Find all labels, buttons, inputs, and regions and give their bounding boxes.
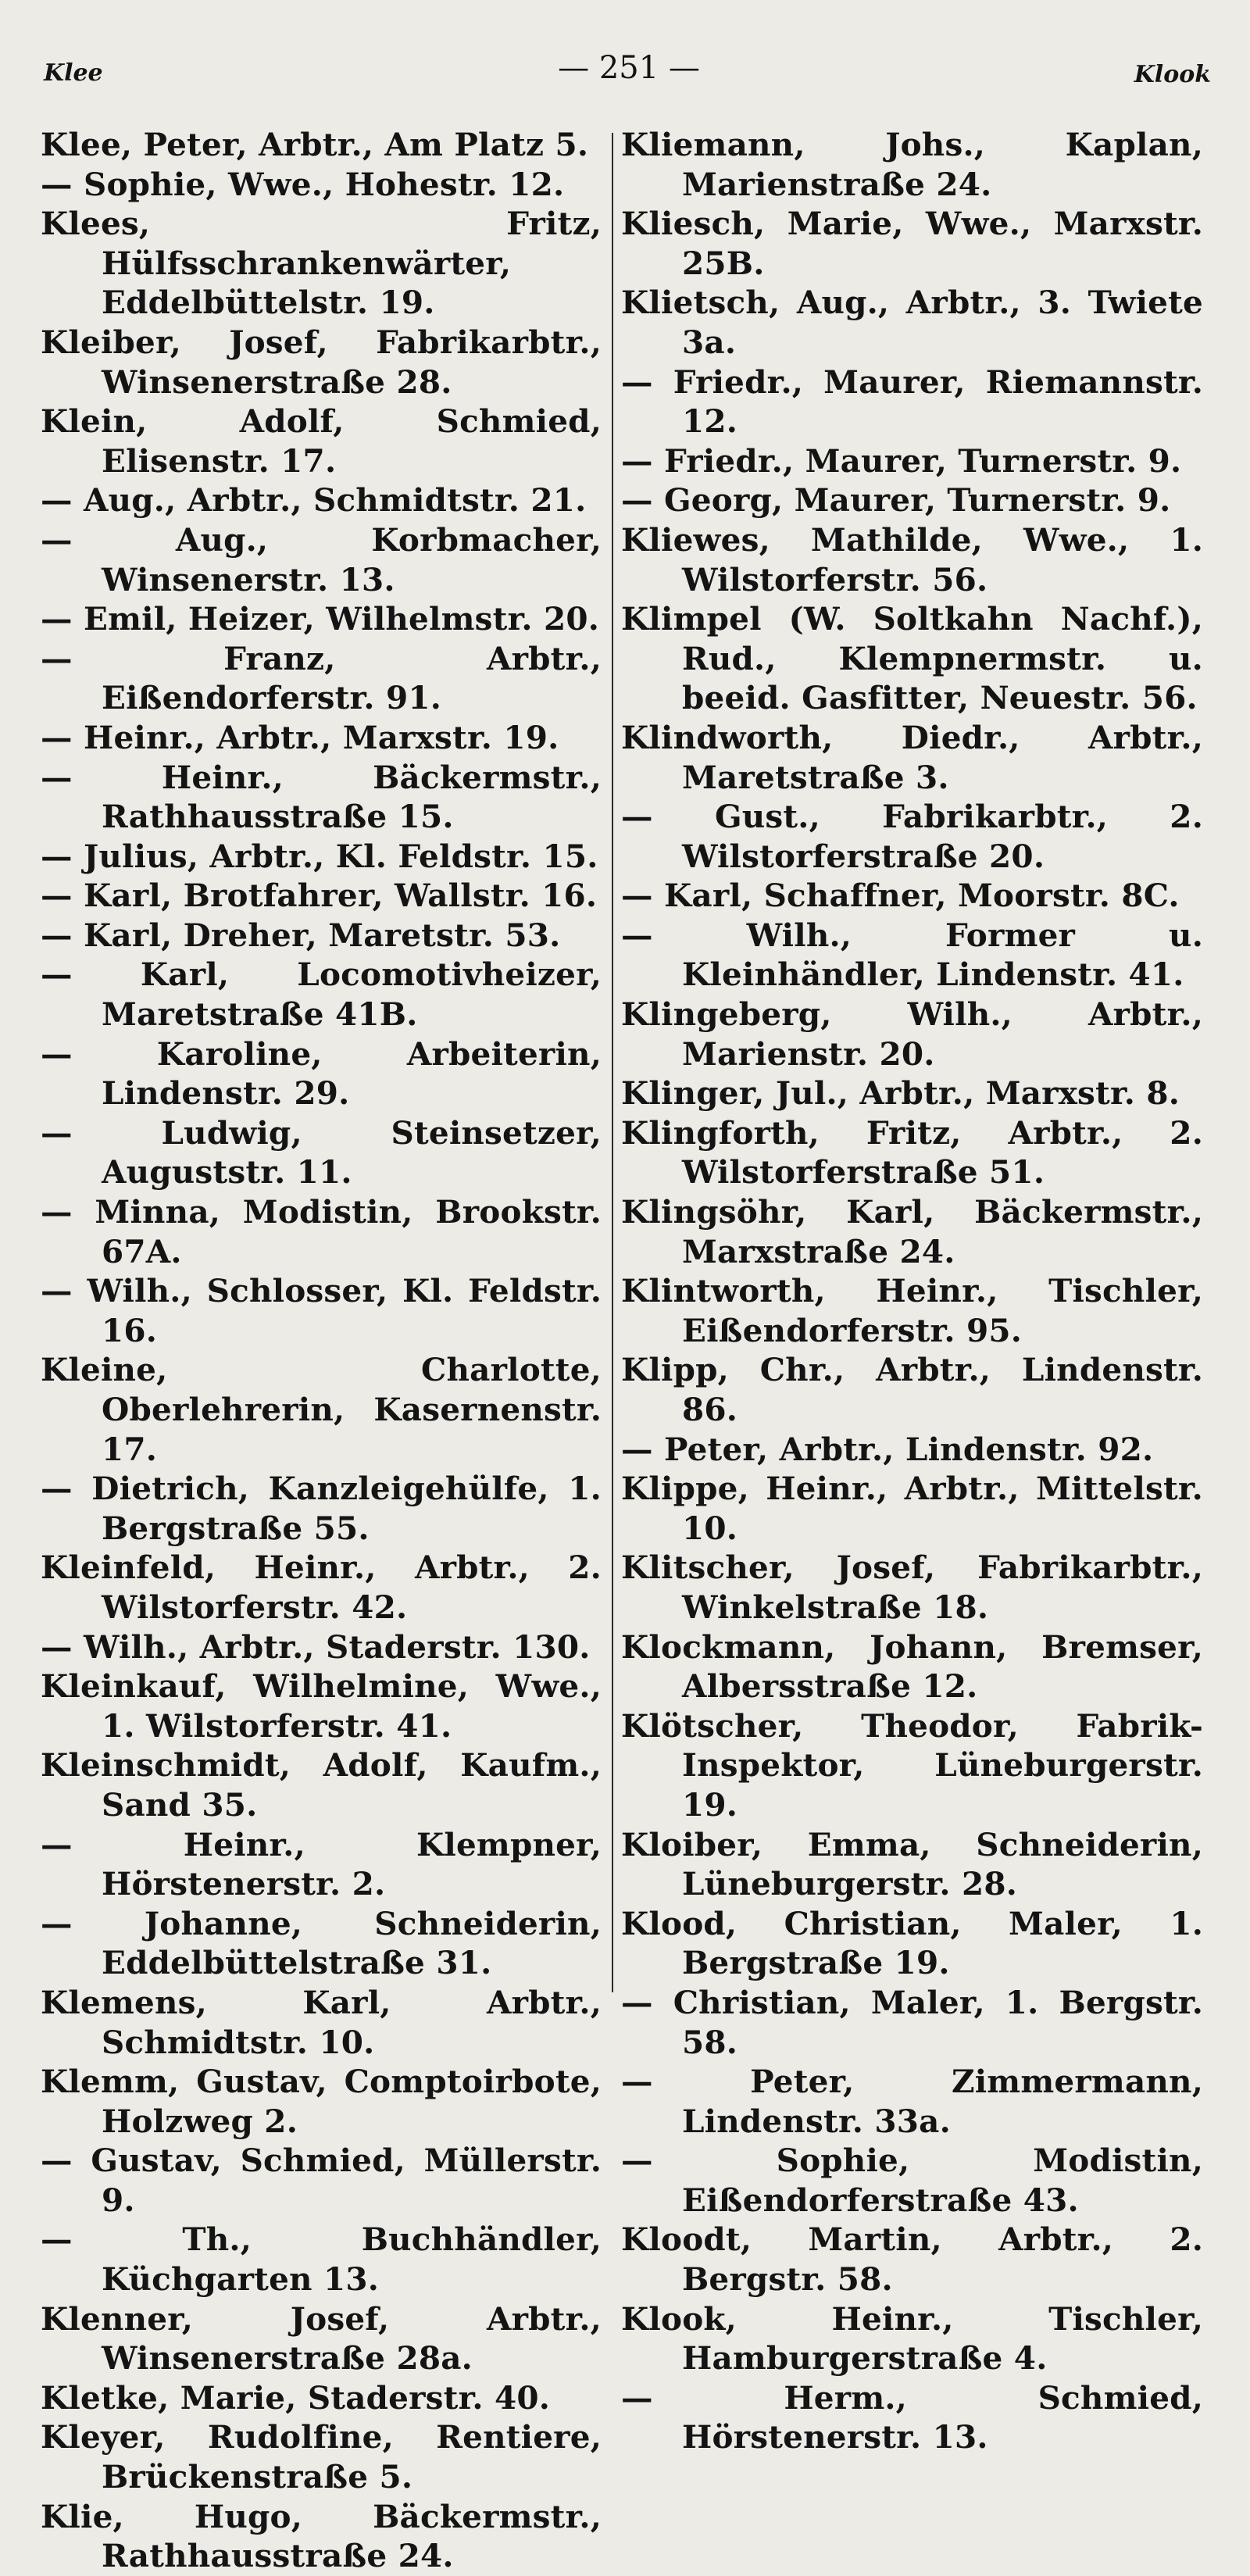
directory-entry: Klees, Fritz, Hülfsschrankenwärter, Eddelbüttelstr. 19. — [41, 205, 602, 322]
page-number: — 251 — — [558, 50, 700, 86]
directory-entry: Klood, Christian, Maler, 1. Bergstraße 19. — [621, 1904, 1203, 1982]
directory-entry: Klie, Hugo, Bäckermstr., Rathhausstraße 24. — [41, 2497, 602, 2575]
right-column — [621, 125, 1203, 2457]
directory-entry: Klingsöhr, Karl, Bäckermstr., Marxstraße 24. — [621, 1193, 1203, 1270]
directory-entry: Klingforth, Fritz, Arbtr., 2. Wilstorferstraße 51. — [621, 1113, 1203, 1192]
directory-entry: — Dietrich, Kanzleigehülfe, 1. Bergstraße 55. — [41, 1470, 602, 1547]
directory-entry: — Franz, Arbtr., Eißendorferstr. 91. — [41, 639, 602, 717]
directory-entry: Klietsch, Aug., Arbtr., 3. Twiete 3a. — [621, 284, 1203, 361]
directory-entry: Klippe, Heinr., Arbtr., Mittelstr. 10. — [621, 1470, 1203, 1547]
directory-entry: Kletke, Marie, Staderstr. 40. — [41, 2378, 551, 2417]
directory-entry: — Sophie, Wwe., Hohestr. 12. — [41, 165, 565, 203]
directory-entry: — Heinr., Arbtr., Marxstr. 19. — [41, 718, 559, 756]
directory-entry: — Wilh., Former u. Kleinhändler, Lindenstr. 41. — [621, 916, 1203, 994]
directory-entry: Kloiber, Emma, Schneiderin, Lüneburgerstr. 28. — [621, 1825, 1203, 1903]
directory-entry: — Karl, Brotfahrer, Wallstr. 16. — [41, 877, 598, 915]
directory-entry: Klee, Peter, Arbtr., Am Platz 5. — [41, 126, 589, 163]
directory-entry: — Karl, Dreher, Maretstr. 53. — [41, 916, 561, 954]
directory-entry: — Gust., Fabrikarbtr., 2. Wilstorferstraße 20. — [621, 798, 1203, 875]
directory-entry: Klockmann, Johann, Bremser, Albersstraße 12. — [621, 1627, 1203, 1706]
directory-entry: Klemens, Karl, Arbtr., Schmidtstr. 10. — [41, 1983, 602, 2061]
directory-entry: Klenner, Josef, Arbtr., Winsenerstraße 28a. — [41, 2299, 602, 2378]
directory-entry: Kleiber, Josef, Fabrikarbtr., Winsenerstraße 28. — [41, 323, 602, 401]
directory-entry: Kliewes, Mathilde, Wwe., 1. Wilstorferstr. 56. — [621, 520, 1203, 598]
directory-entry: — Sophie, Modistin, Eißendorferstraße 43. — [621, 2142, 1203, 2219]
directory-entry: — Gustav, Schmied, Müllerstr. 9. — [41, 2142, 602, 2219]
directory-entry: Klingeberg, Wilh., Arbtr., Marienstr. 20. — [621, 995, 1203, 1073]
directory-entry: — Heinr., Klempner, Hörstenerstr. 2. — [41, 1825, 602, 1903]
directory-entry: — Wilh., Schlosser, Kl. Feldstr. 16. — [41, 1272, 602, 1349]
header-right-keyword: Klook — [1134, 61, 1211, 88]
directory-entry: — Christian, Maler, 1. Bergstr. 58. — [621, 1983, 1203, 2061]
directory-entry: Kleinschmidt, Adolf, Kaufm., Sand 35. — [41, 1746, 602, 1824]
directory-entry: Klintworth, Heinr., Tischler, Eißendorferstr. 95. — [621, 1272, 1203, 1349]
directory-entry: — Friedr., Maurer, Turnerstr. 9. — [621, 441, 1182, 480]
directory-entry: — Friedr., Maurer, Riemannstr. 12. — [621, 363, 1203, 441]
directory-entry: Kliemann, Johs., Kaplan, Marienstraße 24. — [621, 126, 1203, 203]
directory-entry: Kleinkauf, Wilhelmine, Wwe., 1. Wilstorferstr. 41. — [41, 1667, 602, 1745]
directory-entry: — Heinr., Bäckermstr., Rathhausstraße 15. — [41, 758, 602, 836]
directory-entry: Kleinfeld, Heinr., Arbtr., 2. Wilstorferstr. 42. — [41, 1549, 602, 1626]
directory-entry: — Karl, Schaffner, Moorstr. 8C. — [621, 877, 1180, 915]
page-header — [39, 44, 1219, 91]
directory-entry: — Julius, Arbtr., Kl. Feldstr. 15. — [41, 837, 598, 875]
directory-entry: — Th., Buchhändler, Küchgarten 13. — [41, 2221, 602, 2299]
directory-entry: Klemm, Gustav, Comptoirbote, Holzweg 2. — [41, 2063, 602, 2140]
directory-entry: Klook, Heinr., Tischler, Hamburgerstraße 4. — [621, 2299, 1203, 2378]
directory-entry: — Emil, Heizer, Wilhelmstr. 20. — [41, 600, 600, 638]
directory-entry: Klötscher, Theodor, Fabrik-Inspektor, Lüneburgerstr. 19. — [621, 1706, 1203, 1824]
directory-entry: Klinger, Jul., Arbtr., Marxstr. 8. — [621, 1074, 1180, 1113]
directory-entry: Klein, Adolf, Schmied, Elisenstr. 17. — [41, 402, 602, 480]
directory-entry: Kleine, Charlotte, Oberlehrerin, Kasernenstr. 17. — [41, 1351, 602, 1468]
directory-entry: — Aug., Korbmacher, Winsenerstr. 13. — [41, 520, 602, 598]
directory-entry: — Ludwig, Steinsetzer, Auguststr. 11. — [41, 1113, 602, 1192]
column-divider — [612, 133, 613, 1992]
directory-entry: — Peter, Arbtr., Lindenstr. 92. — [621, 1430, 1154, 1468]
directory-entry: Klitscher, Josef, Fabrikarbtr., Winkelstraße 18. — [621, 1549, 1203, 1626]
directory-entry: — Minna, Modistin, Brookstr. 67A. — [41, 1193, 602, 1270]
directory-entry: — Karl, Locomotivheizer, Maretstraße 41B. — [41, 956, 602, 1034]
directory-entry: — Johanne, Schneiderin, Eddelbüttelstraße 31. — [41, 1904, 602, 1982]
left-column — [41, 125, 602, 2576]
directory-entry: — Peter, Zimmermann, Lindenstr. 33a. — [621, 2063, 1203, 2140]
directory-entry: Klindworth, Diedr., Arbtr., Maretstraße 3. — [621, 718, 1203, 796]
directory-entry: Klimpel (W. Soltkahn Nachf.), Rud., Klempnermstr. u. beeid. Gasfitter, Neuestr. 56. — [621, 600, 1203, 717]
header-left-keyword: Klee — [44, 59, 103, 87]
directory-entry: — Aug., Arbtr., Schmidtstr. 21. — [41, 481, 587, 520]
directory-entry: — Wilh., Arbtr., Staderstr. 130. — [41, 1627, 591, 1666]
directory-entry: — Herm., Schmied, Hörstenerstr. 13. — [621, 2378, 1203, 2456]
directory-entry: Kliesch, Marie, Wwe., Marxstr. 25B. — [621, 205, 1203, 282]
directory-entry: Kleyer, Rudolfine, Rentiere, Brückenstraße 5. — [41, 2418, 602, 2496]
directory-entry: Klipp, Chr., Arbtr., Lindenstr. 86. — [621, 1351, 1203, 1428]
directory-entry: — Karoline, Arbeiterin, Lindenstr. 29. — [41, 1034, 602, 1113]
directory-entry: Kloodt, Martin, Arbtr., 2. Bergstr. 58. — [621, 2221, 1203, 2299]
directory-entry: — Georg, Maurer, Turnerstr. 9. — [621, 481, 1171, 520]
